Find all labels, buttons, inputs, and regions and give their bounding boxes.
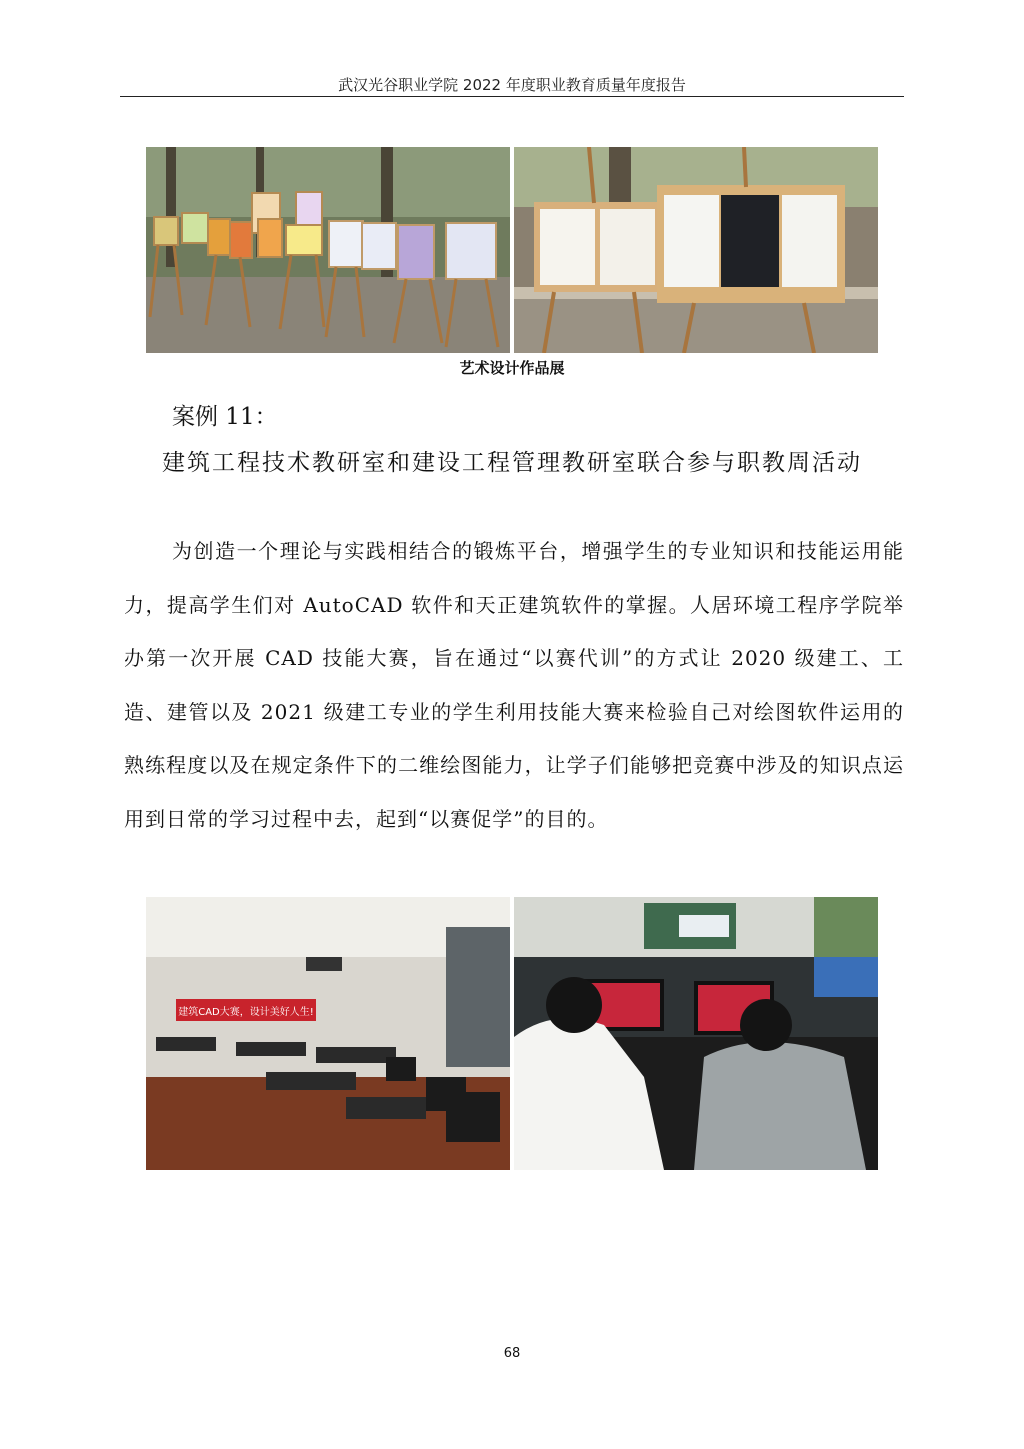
header-rule <box>120 96 904 97</box>
case-label: 案例 11： <box>172 404 278 430</box>
exhibition-photo-boards <box>514 147 878 353</box>
banner-text: 建筑CAD大赛，设计美好人生! <box>178 1007 314 1018</box>
cad-contest-photos <box>146 897 878 1170</box>
figure-caption: 艺术设计作品展 <box>459 359 565 377</box>
contest-photo-classroom <box>146 897 510 1170</box>
page-number: 68 <box>503 1346 521 1361</box>
case-title: 建筑工程技术教研室和建设工程管理教研室联合参与职教周活动 <box>162 450 862 476</box>
art-exhibition-photos <box>146 147 878 353</box>
body-paragraph: 为创造一个理论与实践相结合的锻炼平台，增强学生的专业知识和技能运用能力，提高学生们对 AutoCAD 软件和天正建筑软件的掌握。人居环境工程序学院举办第一次开展 CAD 技能大赛，旨在通过“以赛代训”的方式让 2020 级建工、工造、建管以及 2021 级建工专业的学生利用技能大赛来检验自己对绘图软件运用的熟练程度以及在规定条件下的二维绘图能力，让学子们能够把竞赛中涉及的知识点运用到日常的学习过程中去，起到“以赛促学”的目的。 <box>124 539 904 831</box>
exhibition-photo-easels <box>146 147 510 353</box>
contest-photo-students <box>514 897 878 1170</box>
page-header: 武汉光谷职业学院 2022 年度职业教育质量年度报告 <box>338 76 686 94</box>
